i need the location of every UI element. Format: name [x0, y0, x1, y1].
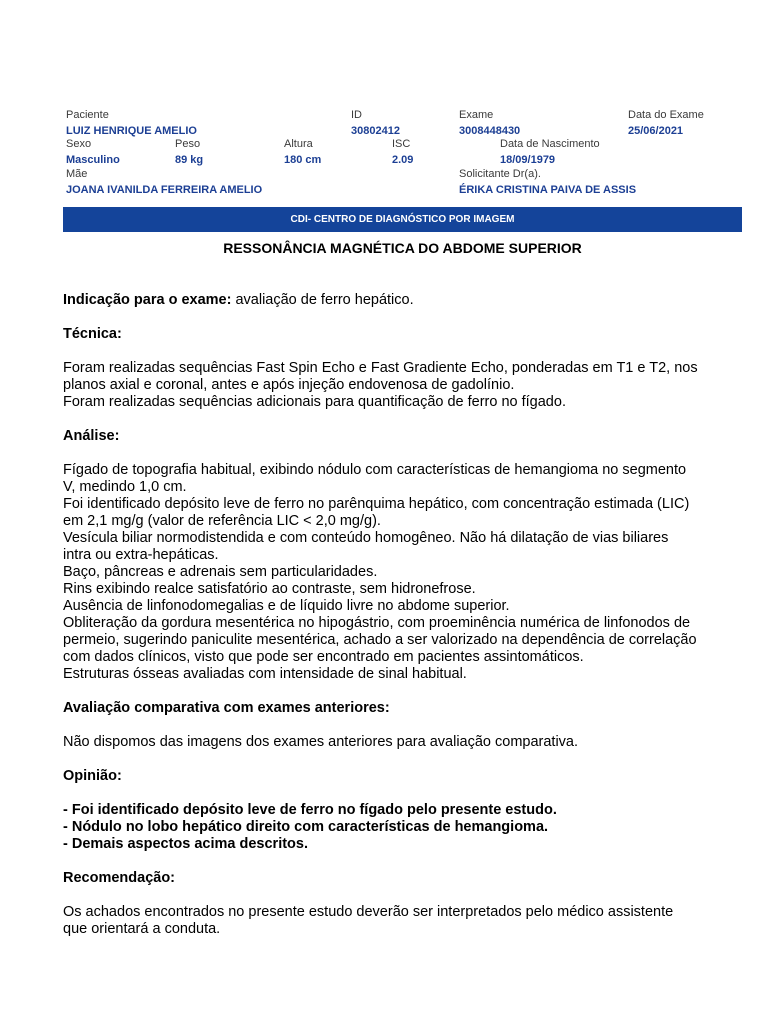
recommendation-line: que orientará a conduta.: [63, 921, 221, 937]
sex-value: Masculino: [66, 154, 120, 166]
technique-heading: Técnica:: [63, 326, 122, 342]
analysis-paragraph: [63, 462, 753, 683]
analysis-line: Foi identificado depósito leve de ferro no parênquima hepático, com concentração estimada (LIC): [63, 496, 690, 512]
opinion-paragraph: [63, 802, 753, 853]
comparison-text: Não dispomos das imagens dos exames anteriores para avaliação comparativa.: [63, 734, 579, 750]
analysis-line: Baço, pâncreas e adrenais sem particularidades.: [63, 564, 378, 580]
mother-label: Mãe: [66, 168, 88, 180]
mother-name: JOANA IVANILDA FERREIRA AMELIO: [66, 184, 263, 196]
requester-label: Solicitante Dr(a).: [459, 168, 541, 180]
indication-text: avaliação de ferro hepático.: [231, 292, 414, 308]
technique-line: planos axial e coronal, antes e após injeção endovenosa de gadolínio.: [63, 377, 515, 393]
analysis-line: V, medindo 1,0 cm.: [63, 479, 187, 495]
sex-label: Sexo: [66, 138, 92, 150]
analysis-heading: Análise:: [63, 428, 120, 444]
report-body: [63, 292, 753, 955]
opinion-heading: Opinião:: [63, 768, 122, 784]
exam-number: 3008448430: [459, 125, 521, 137]
comparison-heading: Avaliação comparativa com exames anteriores:: [63, 700, 390, 716]
indication-paragraph: [63, 292, 753, 309]
id-label: ID: [351, 109, 362, 121]
patient-id: 30802412: [351, 125, 400, 137]
requester-name: ÉRIKA CRISTINA PAIVA DE ASSIS: [459, 184, 637, 196]
weight-value: 89 kg: [175, 154, 204, 166]
technique-line: Foram realizadas sequências adicionais para quantificação de ferro no fígado.: [63, 394, 566, 410]
institution-banner: CDI- CENTRO DE DIAGNÓSTICO POR IMAGEM: [63, 207, 742, 232]
analysis-line: Estruturas ósseas avaliadas com intensidade de sinal habitual.: [63, 666, 467, 682]
report-title: RESSONÂNCIA MAGNÉTICA DO ABDOME SUPERIOR: [223, 240, 582, 256]
analysis-line: Obliteração da gordura mesentérica no hipogástrio, com proeminência numérica de linfonodos de: [63, 615, 691, 631]
birth-date-label: Data de Nascimento: [500, 138, 600, 150]
opinion-item: - Nódulo no lobo hepático direito com características de hemangioma.: [63, 819, 549, 835]
technique-paragraph: [63, 360, 753, 411]
analysis-line: Vesícula biliar normodistendida e com conteúdo homogêneo. Não há dilatação de vias biliares: [63, 530, 669, 546]
recommendation-line: Os achados encontrados no presente estudo deverão ser interpretados pelo médico assistente: [63, 904, 674, 920]
analysis-line: permeio, sugerindo paniculite mesentérica, achado a ser valorizado na dependência de correlação: [63, 632, 697, 648]
recommendation-heading: Recomendação:: [63, 870, 176, 886]
analysis-line: com dados clínicos, visto que pode ser encontrado em pacientes assintomáticos.: [63, 649, 584, 665]
patient-name: LUIZ HENRIQUE AMELIO: [66, 125, 197, 137]
isc-value: 2.09: [392, 154, 414, 166]
exam-date: 25/06/2021: [628, 125, 684, 137]
indication-label: Indicação para o exame:: [63, 292, 232, 308]
patient-label: Paciente: [66, 109, 109, 121]
height-label: Altura: [284, 138, 313, 150]
analysis-line: Fígado de topografia habitual, exibindo nódulo com características de hemangioma no segmento: [63, 462, 687, 478]
height-value: 180 cm: [284, 154, 322, 166]
opinion-item: - Foi identificado depósito leve de ferro no fígado pelo presente estudo.: [63, 802, 557, 818]
technique-line: Foram realizadas sequências Fast Spin Echo e Fast Gradiente Echo, ponderadas em T1 e T2, nos: [63, 360, 698, 376]
opinion-item: - Demais aspectos acima descritos.: [63, 836, 309, 852]
exam-date-label: Data do Exame: [628, 109, 704, 121]
analysis-line: intra ou extra-hepáticas.: [63, 547, 219, 563]
patient-header: [0, 0, 768, 200]
analysis-line: em 2,1 mg/g (valor de referência LIC < 2,0 mg/g).: [63, 513, 381, 529]
recommendation-paragraph: [63, 904, 753, 938]
isc-label: ISC: [392, 138, 411, 150]
analysis-line: Ausência de linfonodomegalias e de líquido livre no abdome superior.: [63, 598, 510, 614]
weight-label: Peso: [175, 138, 201, 150]
analysis-line: Rins exibindo realce satisfatório ao contraste, sem hidronefrose.: [63, 581, 476, 597]
exam-label: Exame: [459, 109, 494, 121]
birth-date: 18/09/1979: [500, 154, 556, 166]
